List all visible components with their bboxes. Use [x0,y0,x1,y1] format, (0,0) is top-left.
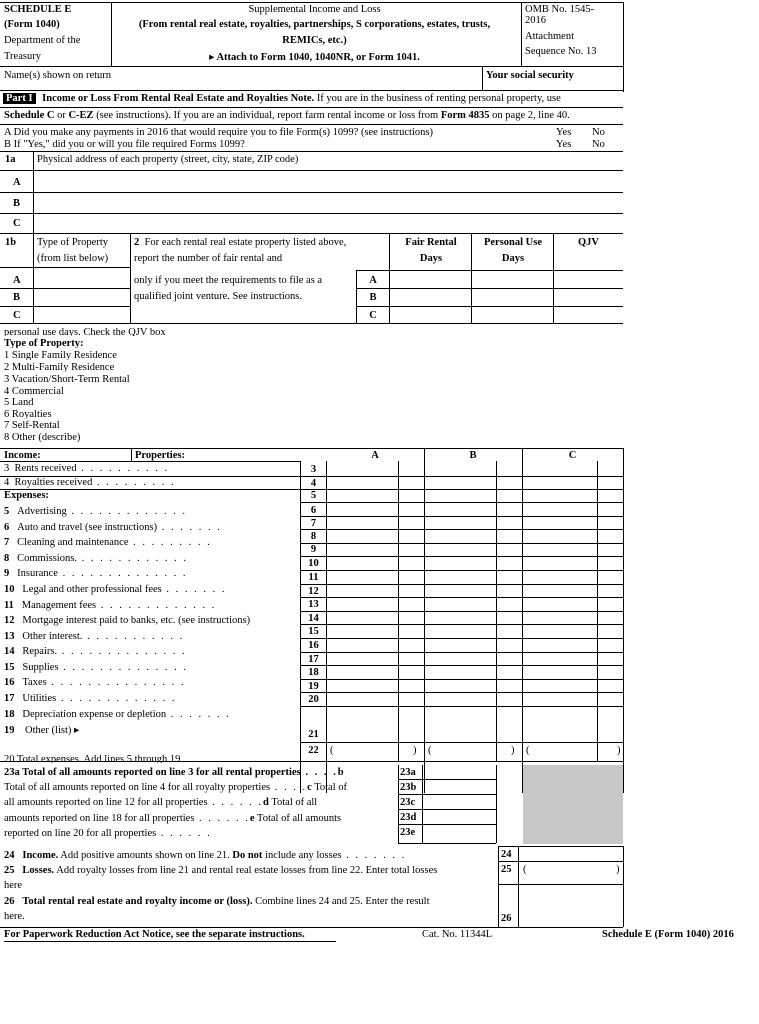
form-subtitle2: REMICs, etc.) [282,35,347,46]
box-18: 18 [308,667,319,678]
line-23b: Total of all amounts reported on line 4 for all royalty properties . . . .c Total of [4,782,347,793]
part1-note-label: Note. [290,93,315,104]
question-b: B If "Yes," did you or will you file required Forms 1099? [4,139,245,150]
line-3: 3 Rents received . . . . . . . . . . [4,463,170,474]
box-10: 10 [308,558,319,569]
property-type-item: 6 Royalties [4,409,52,419]
line25-input[interactable] [530,863,614,882]
line1b-row-b: B [13,292,21,303]
line22-paren-c-close: ) [617,745,621,756]
attachment-label: Attachment [525,31,574,42]
line-4: 4 Royalties received . . . . . . . . . [4,477,176,488]
box-7: 7 [310,518,317,529]
line1b-num: 1b [5,237,17,248]
question-a: A Did you make any payments in 2016 that would require you to file Form(s) 1099? (see instructions) [4,127,433,137]
line-5: 5 Advertising . . . . . . . . . . . . . [4,506,187,517]
line22-paren-b-close: ) [511,745,515,756]
line1b-row-c: C [13,310,21,321]
form-number: (Form 1040) [4,19,60,30]
line26-input[interactable] [520,886,620,925]
line22-paren-a: ( [330,745,334,756]
line25-paren-close: ) [616,864,620,875]
line2-text3: only if you meet the requirements to file as a [134,275,323,286]
type-label1: Type of Property [37,237,108,248]
paperwork-notice: For Paperwork Reduction Act Notice, see the separate instructions. [4,929,305,940]
type-c-input[interactable] [37,308,127,322]
column-a-header: A [371,450,379,461]
dept-line1: Department of the [4,35,81,46]
box-25: 25 [501,864,512,875]
part1-line2: Schedule C or C-EZ (see instructions). If you are an individual, report farm rental income or loss from Form 4835 on page 2, line 40. [4,110,570,121]
box-14: 14 [308,613,319,624]
box-13: 13 [308,599,319,610]
box-4: 4 [310,478,317,489]
line25-paren-open: ( [523,864,527,875]
line-25-cont: here [4,880,23,891]
box-24: 24 [501,849,512,860]
line-6: 6 Auto and travel (see instructions) . . . . . . . [4,522,222,533]
box-11: 11 [308,572,319,583]
line2-row-c: C [369,310,377,321]
box-20: 20 [308,694,319,705]
box-12: 12 [308,586,319,597]
box-8: 8 [310,531,317,542]
property-type-item: 3 Vacation/Short-Term Rental [4,374,130,384]
box-26: 26 [501,913,512,924]
property-types-intro: personal use days. Check the QJV box [4,327,166,336]
box-17: 17 [308,654,319,665]
line-23a: 23a Total of all amounts reported on line 3 for all rental properties . . . .b [4,767,344,778]
type-label2: (from list below) [37,253,109,264]
part1-header [3,93,561,104]
line1a-row-a: A [13,177,21,188]
line-23e: reported on line 20 for all properties . . . . . . [4,828,212,839]
line1a-row-c: C [13,218,21,229]
line-17: 17 Utilities . . . . . . . . . . . . . [4,693,177,704]
line24-input[interactable] [520,848,620,859]
line-8: 8 Commissions. . . . . . . . . . . . . [4,553,188,564]
property-type-item: 2 Multi-Family Residence [4,362,115,372]
address-a-input[interactable] [36,172,620,190]
line-24: 24 Income. Add positive amounts shown on line 21. Do not include any losses . . . . . . . [4,850,407,861]
line-11: 11 Management fees . . . . . . . . . . . . . [4,600,217,611]
line-7: 7 Cleaning and maintenance . . . . . . . . . [4,537,212,548]
question-b-no[interactable]: No [592,139,605,150]
box-23a: 23a [400,767,416,778]
box-15: 15 [308,626,319,637]
line2-text4: qualified joint venture. See instructions. [134,291,302,302]
fair-rental-days-label2: Days [419,253,443,264]
address-c-input[interactable] [36,215,620,231]
dept-line2: Treasury [4,51,41,62]
line-23c: all amounts reported on line 12 for all properties . . . . . .d Total of all [4,797,318,808]
line-9: 9 Insurance . . . . . . . . . . . . . . [4,568,188,579]
box-23e: 23e [400,827,416,838]
line-25: 25 Losses. Add royalty losses from line 21 and rental real estate losses from line 22. Enter total losses [4,865,438,876]
part1-title: Income or Loss From Rental Real Estate and Royalties [42,93,288,104]
question-b-yes[interactable]: Yes [556,139,572,150]
income-label: Income: [4,450,41,461]
line2-text2: report the number of fair rental and [134,253,283,264]
line1a-label: Physical address of each property (street, city, state, ZIP code) [37,154,299,165]
form-title: Supplemental Income and Loss [248,4,381,15]
property-type-item: 1 Single Family Residence [4,350,117,360]
property-type-item: 7 Self-Rental [4,420,60,430]
box-9: 9 [310,544,317,555]
line-26-cont: here. [4,911,25,922]
line1a-num: 1a [5,154,16,165]
box-16: 16 [308,640,319,651]
line22-paren-c: ( [526,745,530,756]
line22-paren-a-close: ) [413,745,417,756]
name-label: Name(s) shown on return [4,70,112,81]
box-3: 3 [310,464,317,475]
schedule-label: SCHEDULE E [4,4,72,15]
line2-row-a: A [369,275,377,286]
line1b-row-a: A [13,275,21,286]
line-20: 20 Total expenses. Add lines 5 through 19 [4,754,181,763]
line-12: 12 Mortgage interest paid to banks, etc. (see instructions) [4,615,251,626]
personal-use-days-label1: Personal Use [483,237,543,248]
line-13: 13 Other interest. . . . . . . . . . . . [4,631,185,642]
properties-label: Properties: [135,450,185,461]
shaded-area [523,765,623,844]
footer-form-id: Schedule E (Form 1040) 2016 [602,929,734,940]
column-c-header: C [568,450,577,461]
attach-instruction: ▸ Attach to Form 1040, 1040NR, or Form 1041. [209,52,420,63]
catalog-number: Cat. No. 11344L [422,929,493,940]
box-19: 19 [308,681,319,692]
property-type-item: 5 Land [4,397,34,407]
line-16: 16 Taxes . . . . . . . . . . . . . . . [4,677,186,688]
line-14: 14 Repairs. . . . . . . . . . . . . . . [4,646,187,657]
omb-number: OMB No. 1545- [525,4,595,15]
line-15: 15 Supplies . . . . . . . . . . . . . . [4,662,189,673]
property-types-heading: Type of Property: [4,338,84,348]
box-21: 21 [308,729,319,740]
property-type-item: 4 Commercial [4,386,64,396]
question-a-no[interactable]: No [592,127,605,137]
line2-row-b: B [369,292,377,303]
sequence-number: Sequence No. 13 [525,46,597,57]
box-23b: 23b [400,782,417,793]
line-26: 26 Total rental real estate and royalty income or (loss). Combine lines 24 and 25. Enter the result [4,896,430,907]
box-5: 5 [310,490,317,501]
ssn-label: Your social security [486,70,574,81]
line-19: 19 Other (list) ▸ [4,725,80,736]
question-a-yes[interactable]: Yes [556,127,572,137]
column-b-header: B [469,450,477,461]
box-6: 6 [310,505,317,516]
box-23d: 23d [400,812,417,823]
line-23d: amounts reported on line 18 for all properties . . . . . .e Total of all amounts [4,813,342,824]
line-18: 18 Depreciation expense or depletion . . . . . . . [4,709,231,720]
personal-use-days-label2: Days [501,253,525,264]
property-type-item: 8 Other (describe) [4,432,81,443]
line1a-row-b: B [13,198,21,209]
line2-text1: 2 For each rental real estate property listed above, [134,237,347,248]
line22-paren-b: ( [428,745,432,756]
expenses-label: Expenses: [4,490,49,501]
part1-note-text: If you are in the business of renting personal property, use [316,93,561,104]
box-23c: 23c [400,797,416,808]
line-10: 10 Legal and other professional fees . . . . . . . [4,584,227,595]
form-subtitle1: (From rental real estate, royalties, partnerships, S corporations, estates, trusts, [138,19,491,30]
type-a-input[interactable] [37,270,127,287]
box-22: 22 [308,745,319,756]
fair-rental-days-label1: Fair Rental [405,237,457,248]
qjv-label: QJV [578,237,599,248]
tax-year: 2016 [525,15,546,26]
part1-label: Part I [3,93,36,104]
address-b-input[interactable] [36,194,620,212]
type-b-input[interactable] [37,290,127,305]
